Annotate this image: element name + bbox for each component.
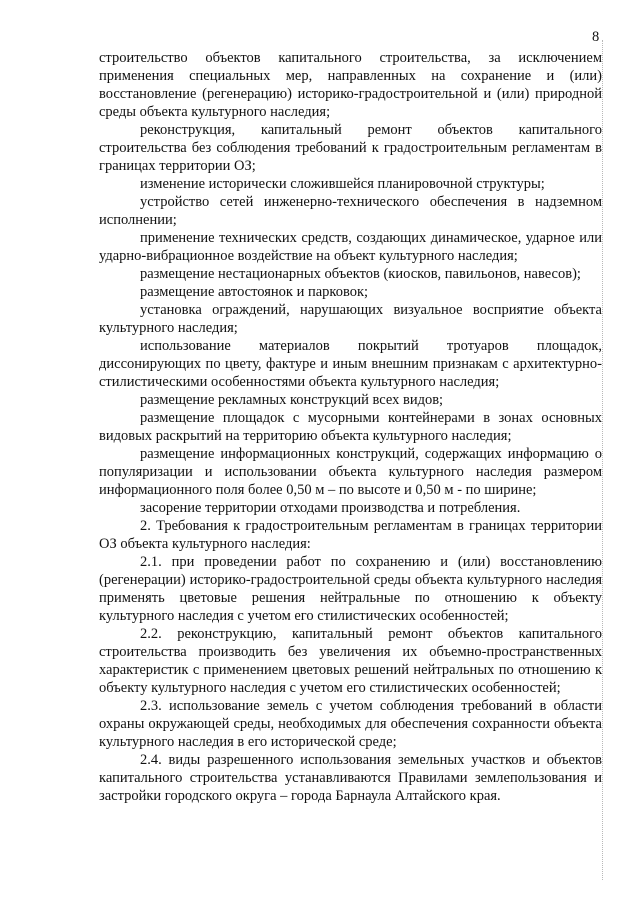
paragraph-continued: строительство объектов капитального строительства, за исключением применения специальных мер, направленных на сохранение и (или) восстановление (регенерацию) историко-градостроительной и (или) природной среды объекта культурного наследия; (99, 50, 602, 120)
paragraph: размещение площадок с мусорными контейнерами в зонах основных видовых раскрытий на территорию объекта культурного наследия; (99, 410, 602, 444)
subsection-paragraph: 2.2. реконструкцию, капитальный ремонт объектов капитального строительства производить без увеличения их объемно-пространственных характеристик с применением цветовых решений нейтральных по отношению к объекту культурного наследия с учетом его стилистических особенностей; (99, 626, 602, 696)
paragraph: применение технических средств, создающих динамическое, ударное или ударно-вибрационное воздействие на объект культурного наследия; (99, 230, 602, 264)
paragraph: размещение автостоянок и парковок; (140, 284, 369, 300)
scan-edge-line (602, 40, 603, 880)
paragraph: установка ограждений, нарушающих визуальное восприятие объекта культурного наследия; (99, 302, 602, 336)
subsection-paragraph: 2.3. использование земель с учетом соблюдения требований в области охраны окружающей среды, необходимых для обеспечения сохранности объекта культурного наследия в его исторической среде; (99, 698, 602, 750)
paragraph: использование материалов покрытий тротуаров площадок, диссонирующих по цвету, фактуре и иным внешним признакам с архитектурно-стилистическими особенностями объекта культурного наследия; (99, 338, 602, 390)
paragraph: устройство сетей инженерно-технического обеспечения в надземном исполнении; (99, 194, 602, 228)
paragraph: реконструкция, капитальный ремонт объектов капитального строительства без соблюдения требований к градостроительным регламентам в границах территории ОЗ; (99, 122, 602, 174)
page-number: 8 (592, 29, 600, 45)
paragraph: изменение исторически сложившейся планировочной структуры; (140, 176, 545, 192)
section-heading-paragraph: 2. Требования к градостроительным регламентам в границах территории ОЗ объекта культурного наследия: (99, 518, 602, 552)
paragraph: размещение информационных конструкций, содержащих информацию о популяризации и использовании объекта культурного наследия размером информационного поля более 0,50 м – по высоте и 0,50 м - по ширине; (99, 446, 602, 498)
subsection-paragraph: 2.1. при проведении работ по сохранению и (или) восстановлению (регенерации) историко-градостроительной среды объекта культурного наследия применять цветовые решения нейтральные по отношению к объекту культурного наследия с учетом его стилистических особенностей; (99, 554, 602, 624)
paragraph: засорение территории отходами производства и потребления. (140, 500, 521, 516)
paragraph: размещение нестационарных объектов (киосков, павильонов, навесов); (140, 266, 581, 282)
paragraph: размещение рекламных конструкций всех видов; (140, 392, 444, 408)
document-body (99, 49, 602, 805)
subsection-paragraph: 2.4. виды разрешенного использования земельных участков и объектов капитального строительства устанавливаются Правилами землепользования и застройки городского округа – города Барнаула Алтайского края. (99, 752, 602, 804)
